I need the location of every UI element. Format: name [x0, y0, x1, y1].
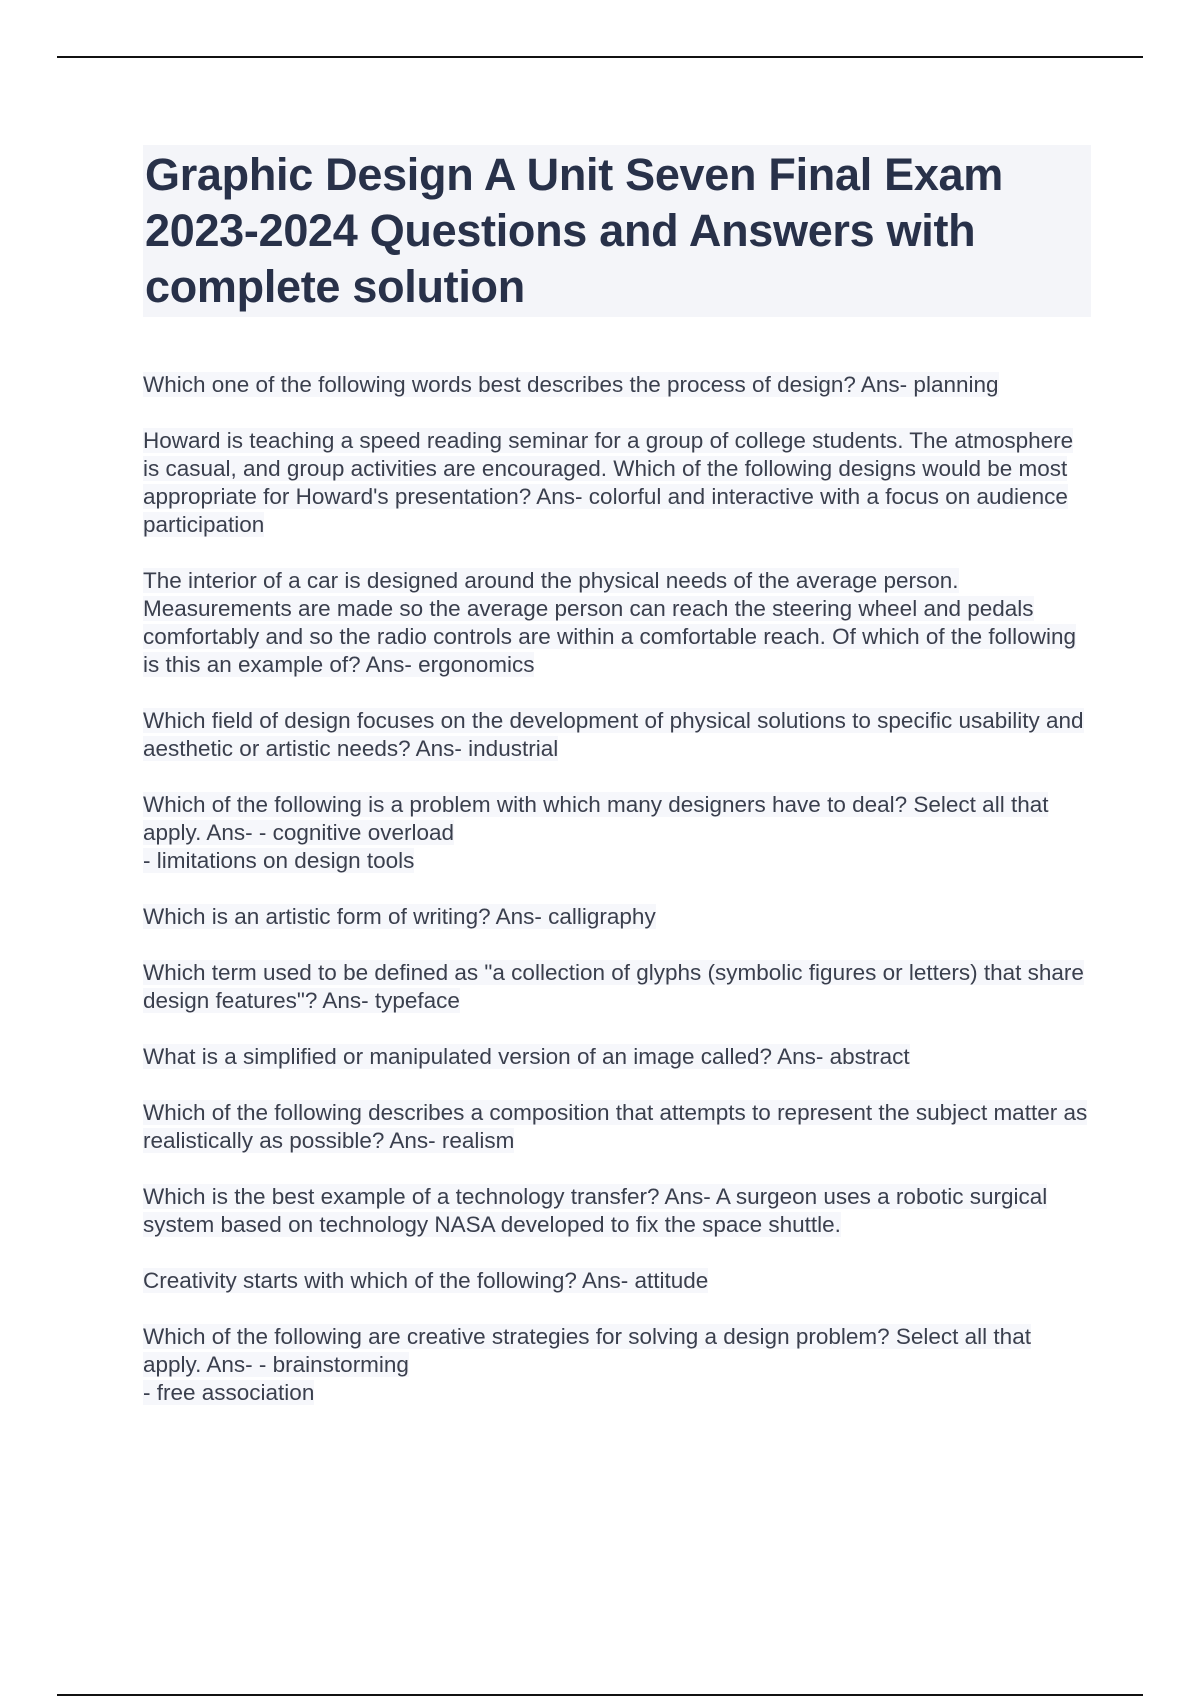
qa-item: [143, 1323, 1091, 1407]
answer-text: Ans- realism: [384, 1128, 515, 1153]
answer-text: Ans- planning: [855, 372, 999, 397]
qa-list: [143, 371, 1091, 1407]
question-text: Which of the following are creative strategies for solving a design problem? Select all that apply.: [143, 1324, 1031, 1377]
answer-text: Ans- industrial: [410, 736, 559, 761]
document-body: [143, 145, 1091, 1435]
qa-item: [143, 1267, 1091, 1295]
question-text: What is a simplified or manipulated version of an image called?: [143, 1044, 773, 1069]
qa-item: [143, 1099, 1091, 1155]
question-text: Which field of design focuses on the development of physical solutions to specific usability and aesthetic or artistic needs?: [143, 708, 1084, 761]
question-text: Which of the following describes a composition that attempts to represent the subject matter as realistically as possible?: [143, 1100, 1088, 1153]
question-text: Which one of the following words best describes the process of design?: [143, 372, 856, 397]
answer-text: Ans- - brainstorming - free association: [143, 1352, 409, 1405]
qa-item: [143, 567, 1091, 679]
top-rule: [57, 56, 1143, 58]
question-text: Which is an artistic form of writing?: [143, 904, 491, 929]
question-text: Creativity starts with which of the following?: [143, 1268, 577, 1293]
answer-text: Ans- ergonomics: [360, 652, 535, 677]
answer-text: Ans- - cognitive overload - limitations on design tools: [143, 820, 455, 873]
answer-text: Ans- colorful and interactive with a focus on audience participation: [143, 484, 1068, 537]
answer-text: Ans- typeface: [317, 988, 460, 1013]
document-title: Graphic Design A Unit Seven Final Exam 2023-2024 Questions and Answers with complete solution: [143, 145, 1091, 317]
question-text: Howard is teaching a speed reading seminar for a group of college students. The atmosphere is casual, and group activities are encouraged. Which of the following designs would be most appropriate for Howard's presentation?: [143, 428, 1074, 509]
answer-text: Ans- calligraphy: [490, 904, 656, 929]
answer-text: Ans- A surgeon uses a robotic surgical system based on technology NASA developed to fix the space shuttle.: [143, 1184, 1048, 1237]
bottom-rule: [57, 1694, 1143, 1696]
question-text: The interior of a car is designed around the physical needs of the average person. Measurements are made so the average person can reach the steering wheel and pedals comfortably and so the radio controls are within a comfortable reach. Of which of the following is this an example of?: [143, 568, 1076, 677]
qa-item: [143, 903, 1091, 931]
qa-item: [143, 791, 1091, 875]
answer-text: Ans- attitude: [576, 1268, 709, 1293]
question-text: Which is the best example of a technology transfer?: [143, 1184, 660, 1209]
qa-item: [143, 959, 1091, 1015]
qa-item: [143, 427, 1091, 539]
question-text: Which term used to be defined as "a collection of glyphs (symbolic figures or letters) that share design features"?: [143, 960, 1084, 1013]
qa-item: [143, 1183, 1091, 1239]
qa-item: [143, 707, 1091, 763]
question-text: Which of the following is a problem with which many designers have to deal? Select all that apply.: [143, 792, 1049, 845]
qa-item: [143, 1043, 1091, 1071]
answer-text: Ans- abstract: [772, 1044, 910, 1069]
qa-item: [143, 371, 1091, 399]
